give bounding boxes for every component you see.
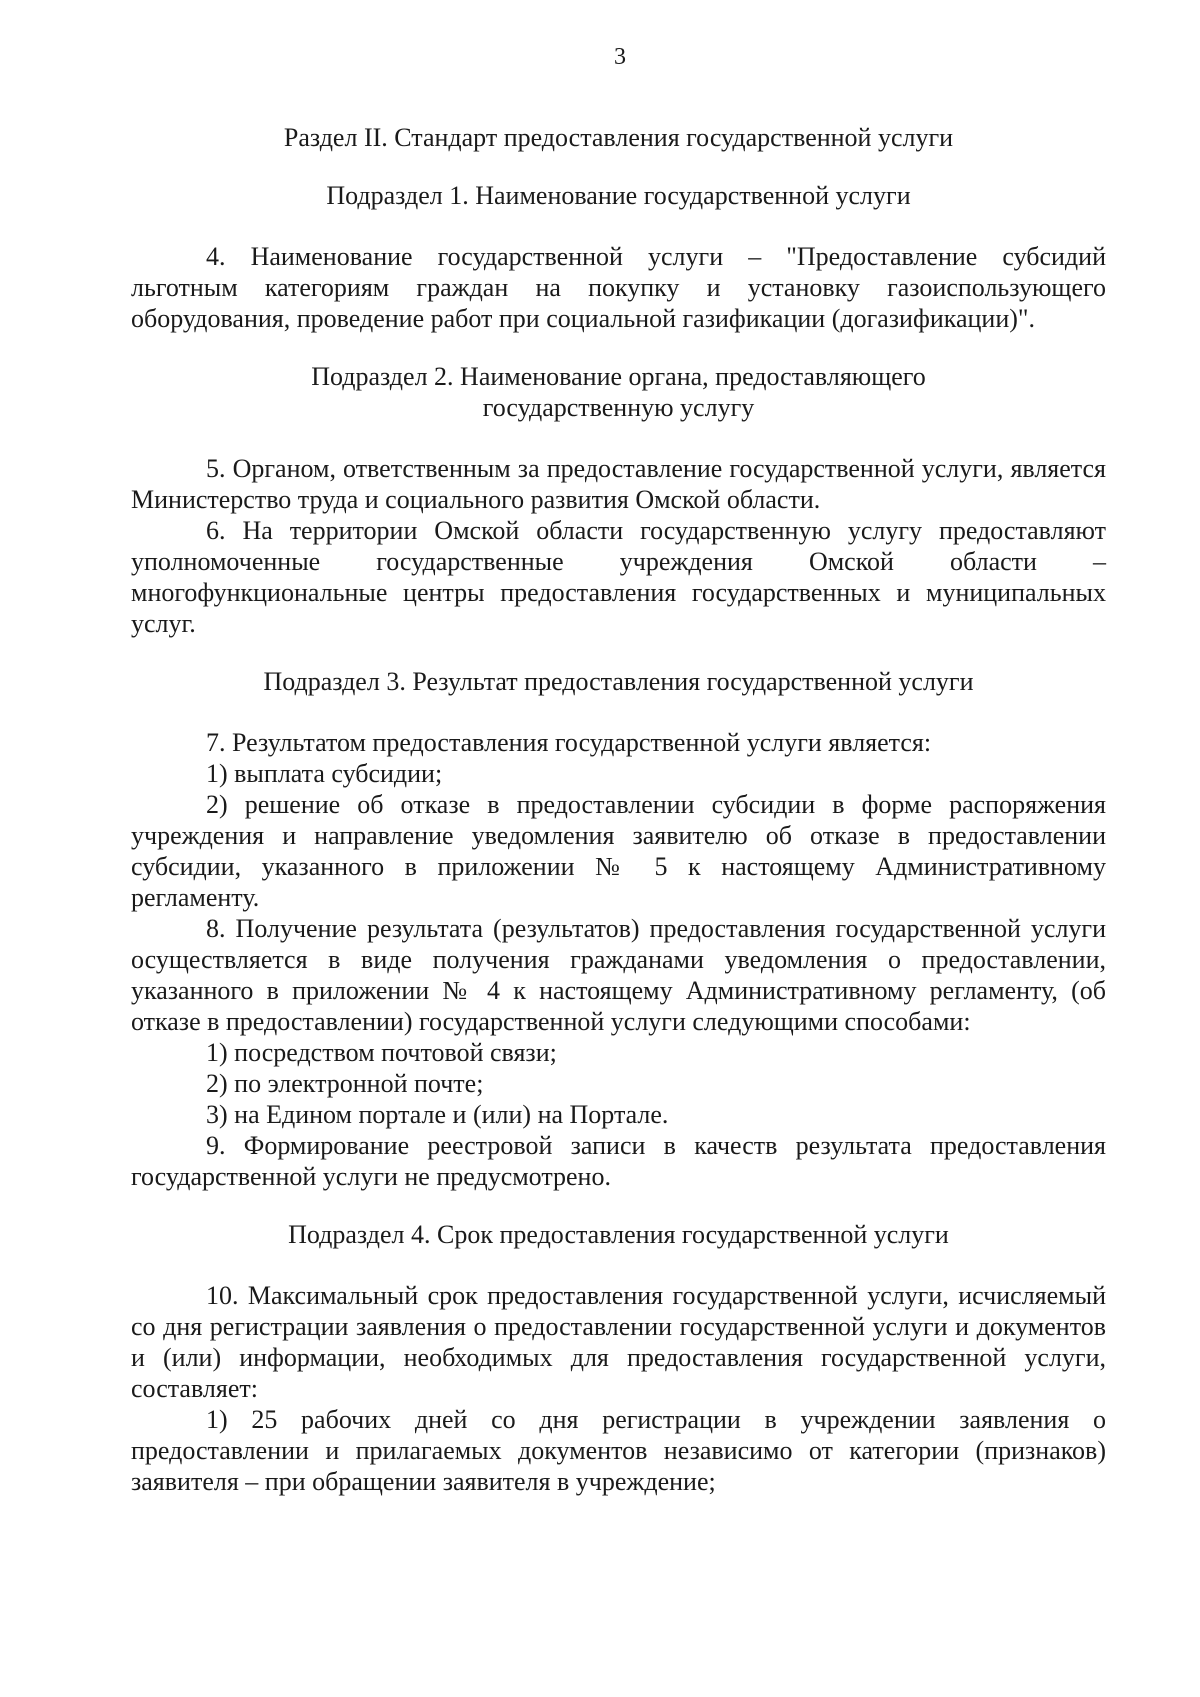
paragraph-8: 8. Получение результата (результатов) предоставления государственной услуги осуществляется в виде получения гражданами уведомления о предоставлении, указанного в приложении № 4 к настоящему Административному регламенту, (об отказе в предоставлении) государственной услуги следующими способами: <box>131 914 1106 1036</box>
paragraph-8-item-1: 1) посредством почтовой связи; <box>206 1038 557 1067</box>
document-body <box>131 122 1106 1497</box>
paragraph-7-item-2: 2) решение об отказе в предоставлении субсидии в форме распоряжения учреждения и направление уведомления заявителю об отказе в предоставлении субсидии, указанного в приложении № 5 к настоящему Административному регламенту. <box>131 790 1106 912</box>
subsection-2-title-line-2: государственную услугу <box>482 393 755 422</box>
subsection-3-title: Подраздел 3. Результат предоставления государственной услуги <box>263 667 974 696</box>
page-number: 3 <box>614 44 626 70</box>
subsection-4-title: Подраздел 4. Срок предоставления государственной услуги <box>288 1220 949 1249</box>
paragraph-6: 6. На территории Омской области государственную услугу предоставляют уполномоченные государственные учреждения Омской области – многофункциональные центры предоставления государственных и муниципальных услуг. <box>131 516 1106 638</box>
subsection-1-title: Подраздел 1. Наименование государственной услуги <box>326 181 911 210</box>
paragraph-10-item-1: 1) 25 рабочих дней со дня регистрации в учреждении заявления о предоставлении и прилагаемых документов независимо от категории (признаков) заявителя – при обращении заявителя в учреждение; <box>131 1405 1106 1496</box>
paragraph-7: 7. Результатом предоставления государственной услуги является: <box>206 728 932 757</box>
paragraph-8-item-3: 3) на Едином портале и (или) на Портале. <box>206 1100 669 1129</box>
paragraph-4: 4. Наименование государственной услуги – "Предоставление субсидий льготным категориям граждан на покупку и установку газоиспользующего оборудования, проведение работ при социальной газификации (догазификации)". <box>131 242 1106 333</box>
subsection-2-title-line-1: Подраздел 2. Наименование органа, предоставляющего <box>311 362 926 391</box>
paragraph-7-item-1: 1) выплата субсидии; <box>206 759 443 788</box>
subsection-2-title <box>131 361 1106 423</box>
paragraph-9: 9. Формирование реестровой записи в качеств результата предоставления государственной услуги не предусмотрено. <box>131 1131 1106 1191</box>
paragraph-5: 5. Органом, ответственным за предоставление государственной услуги, является Министерство труда и социального развития Омской области. <box>131 454 1106 514</box>
paragraph-8-item-2: 2) по электронной почте; <box>206 1069 484 1098</box>
section-title: Раздел II. Стандарт предоставления государственной услуги <box>283 123 954 152</box>
paragraph-10: 10. Максимальный срок предоставления государственной услуги, исчисляемый со дня регистрации заявления о предоставлении государственной услуги и документов и (или) информации, необходимых для предоставления государственной услуги, составляет: <box>131 1281 1106 1403</box>
